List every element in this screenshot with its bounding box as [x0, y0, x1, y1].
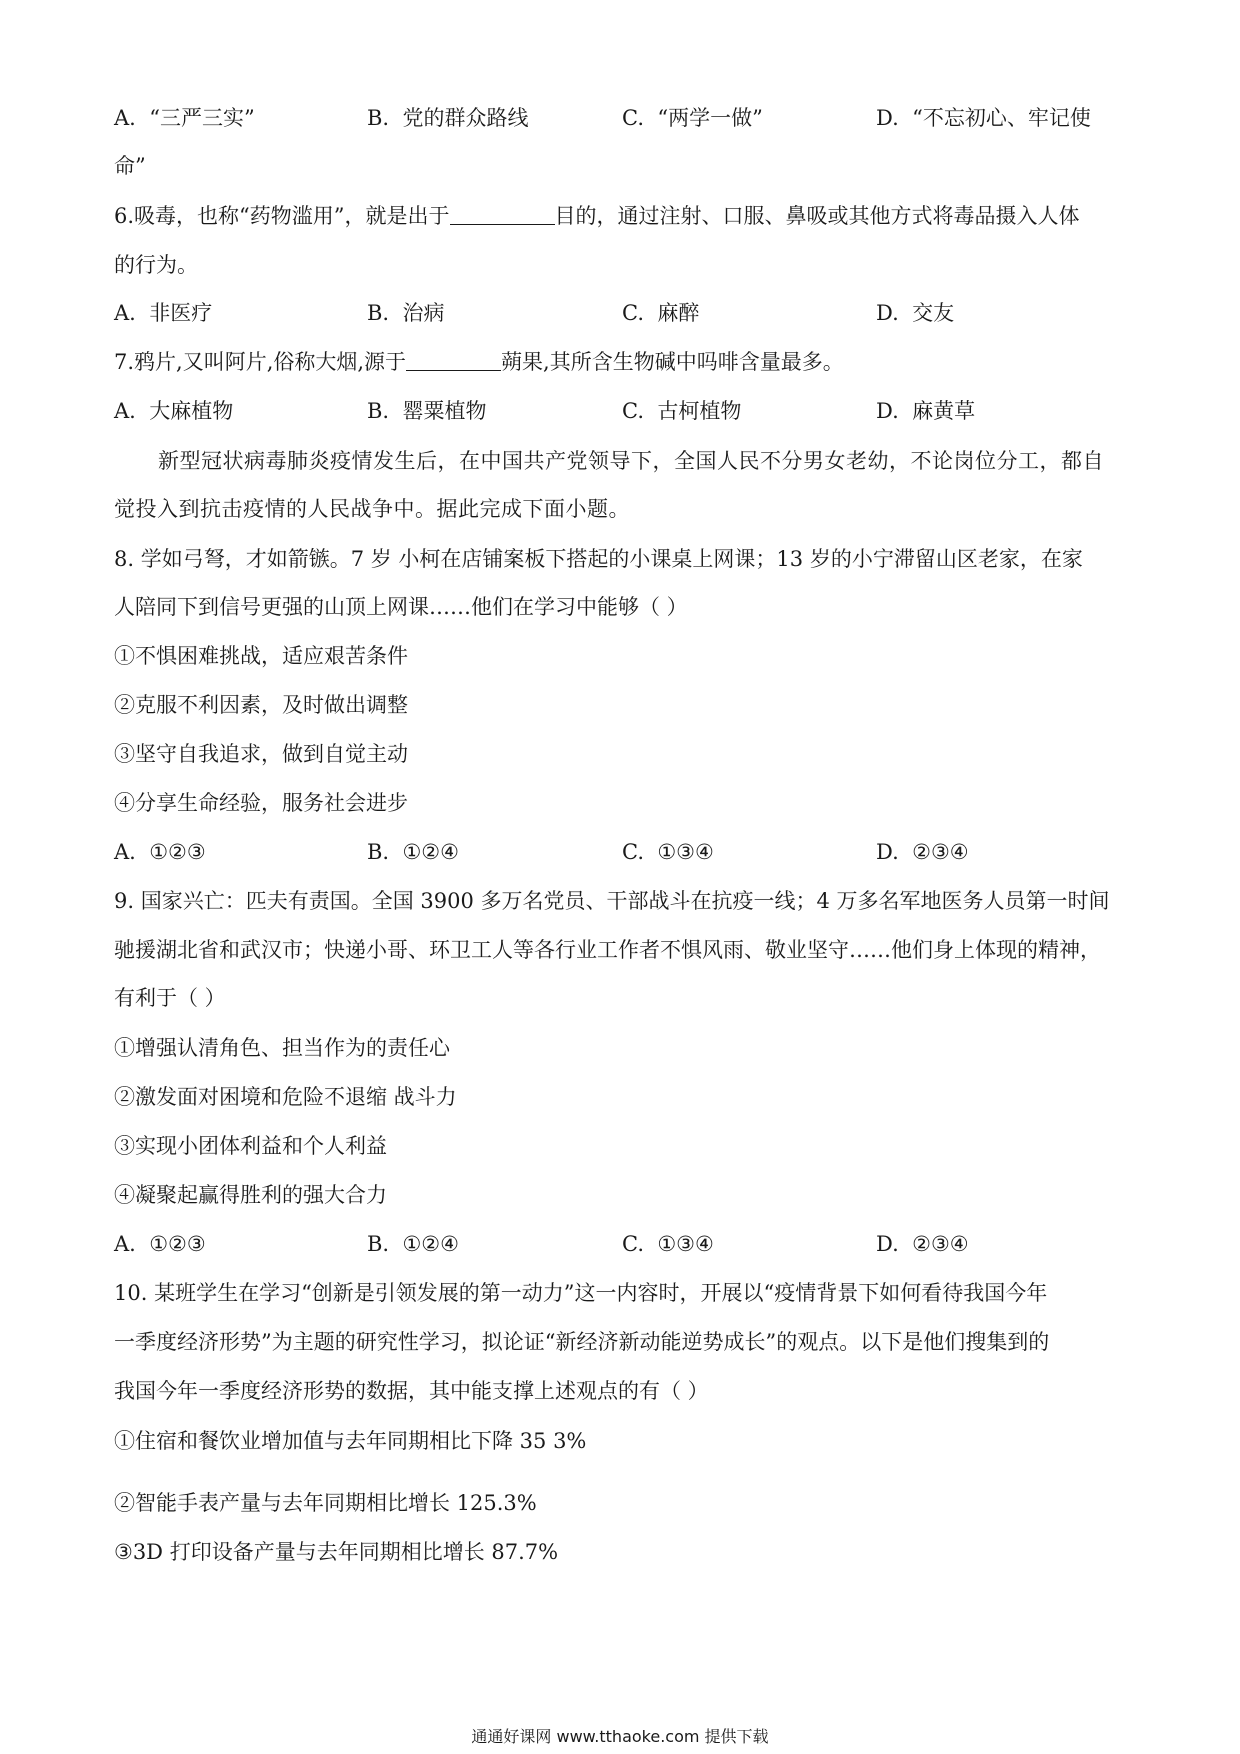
q10-statement-2: ②智能手表产量与去年同期相比增长 125.3%	[114, 1491, 537, 1515]
intro-paragraph-line2: 觉投入到抗击疫情的人民战争中。据此完成下面小题。	[114, 497, 630, 521]
q9-option-b: B. ①②④	[367, 1232, 459, 1256]
q9-stem-line2: 驰援湖北省和武汉市；快递小哥、环卫工人等各行业工作者不惧风雨、敬业坚守……他们身上体现的精神，	[114, 938, 1101, 962]
q6-option-c: C. 麻醉	[622, 301, 700, 325]
q6-option-b: B. 治病	[367, 301, 445, 325]
q6-blank	[450, 202, 555, 225]
q6-stem: 6.吸毒，也称“药物滥用”，就是出于 目的，通过注射、口服、鼻吸或其他方式将毒品摄入人体	[114, 204, 1080, 228]
q7-option-a: A. 大麻植物	[114, 399, 234, 423]
q9-option-a: A. ①②③	[114, 1232, 206, 1256]
q5-option-b: B. 党的群众路线	[367, 106, 529, 130]
q9-statement-1: ①增强认清角色、担当作为的责任心	[114, 1036, 450, 1060]
q6-option-d: D. 交友	[876, 301, 955, 325]
q9-statement-4: ④凝聚起赢得胜利的强大合力	[114, 1183, 387, 1207]
q10-stem-line2: 一季度经济形势”为主题的研究性学习，拟论证“新经济新动能逆势成长”的观点。以下是他们搜集到的	[114, 1330, 1050, 1354]
q9-option-c: C. ①③④	[622, 1232, 714, 1256]
q8-option-b: B. ①②④	[367, 840, 459, 864]
q8-option-c: C. ①③④	[622, 840, 714, 864]
q9-statement-2: ②激发面对困境和危险不退缩 战斗力	[114, 1085, 457, 1109]
q8-statement-1: ①不惧困难挑战，适应艰苦条件	[114, 644, 408, 668]
q10-statement-1: ①住宿和餐饮业增加值与去年同期相比下降 35 3%	[114, 1429, 587, 1453]
q5-option-c: C. “两学一做”	[622, 106, 763, 130]
intro-paragraph-line1: 新型冠状病毒肺炎疫情发生后，在中国共产党领导下，全国人民不分男女老幼，不论岗位分工，都自	[158, 449, 1104, 473]
q6-options	[114, 298, 1134, 328]
q9-stem-line3: 有利于（ ）	[114, 986, 226, 1010]
q8-option-a: A. ①②③	[114, 840, 206, 864]
q10-stem-line1: 10. 某班学生在学习“创新是引领发展的第一动力”这一内容时，开展以“疫情背景下如何看待我国今年	[114, 1281, 1048, 1305]
q9-options	[114, 1229, 1134, 1259]
q8-option-d: D. ②③④	[876, 840, 969, 864]
q7-options	[114, 396, 1134, 426]
q8-statement-4: ④分享生命经验，服务社会进步	[114, 791, 408, 815]
q9-statement-3: ③实现小团体利益和个人利益	[114, 1134, 387, 1158]
q7-option-b: B. 罂粟植物	[367, 399, 487, 423]
q6-option-a: A. 非医疗	[114, 301, 213, 325]
q5-option-d: D. “不忘初心、牢记使	[876, 106, 1091, 130]
q7-option-c: C. 古柯植物	[622, 399, 742, 423]
q5-option-d-continuation: 命”	[114, 154, 146, 178]
q8-options	[114, 837, 1134, 867]
footer-source-text: 通通好课网 www.tthaoke.com 提供下载	[471, 1727, 769, 1746]
q5-options	[114, 103, 1134, 133]
q5-option-a: A. “三严三实”	[114, 106, 255, 130]
q10-statement-3: ③3D 打印设备产量与去年同期相比增长 87.7%	[114, 1540, 559, 1564]
q8-stem-line2: 人陪同下到信号更强的山顶上网课……他们在学习中能够（ ）	[114, 595, 688, 619]
q7-stem: 7.鸦片,又叫阿片,俗称大烟,源于 蒴果,其所含生物碱中吗啡含量最多。	[114, 350, 844, 374]
q8-stem-line1: 8. 学如弓弩，才如箭镞。7 岁 小柯在店铺案板下搭起的小课桌上网课；13 岁的小宁滞留山区老家，在家	[114, 547, 1083, 571]
q9-option-d: D. ②③④	[876, 1232, 969, 1256]
q8-statement-2: ②克服不利因素，及时做出调整	[114, 693, 408, 717]
q7-blank	[406, 348, 501, 371]
q6-stem-line2: 的行为。	[114, 253, 198, 277]
q9-stem-line1: 9. 国家兴亡：匹夫有责国。全国 3900 多万名党员、干部战斗在抗疫一线；4 万多名军地医务人员第一时间	[114, 889, 1110, 913]
q8-statement-3: ③坚守自我追求，做到自觉主动	[114, 742, 408, 766]
q10-stem-line3: 我国今年一季度经济形势的数据，其中能支撑上述观点的有（ ）	[114, 1379, 709, 1403]
q7-option-d: D. 麻黄草	[876, 399, 976, 423]
